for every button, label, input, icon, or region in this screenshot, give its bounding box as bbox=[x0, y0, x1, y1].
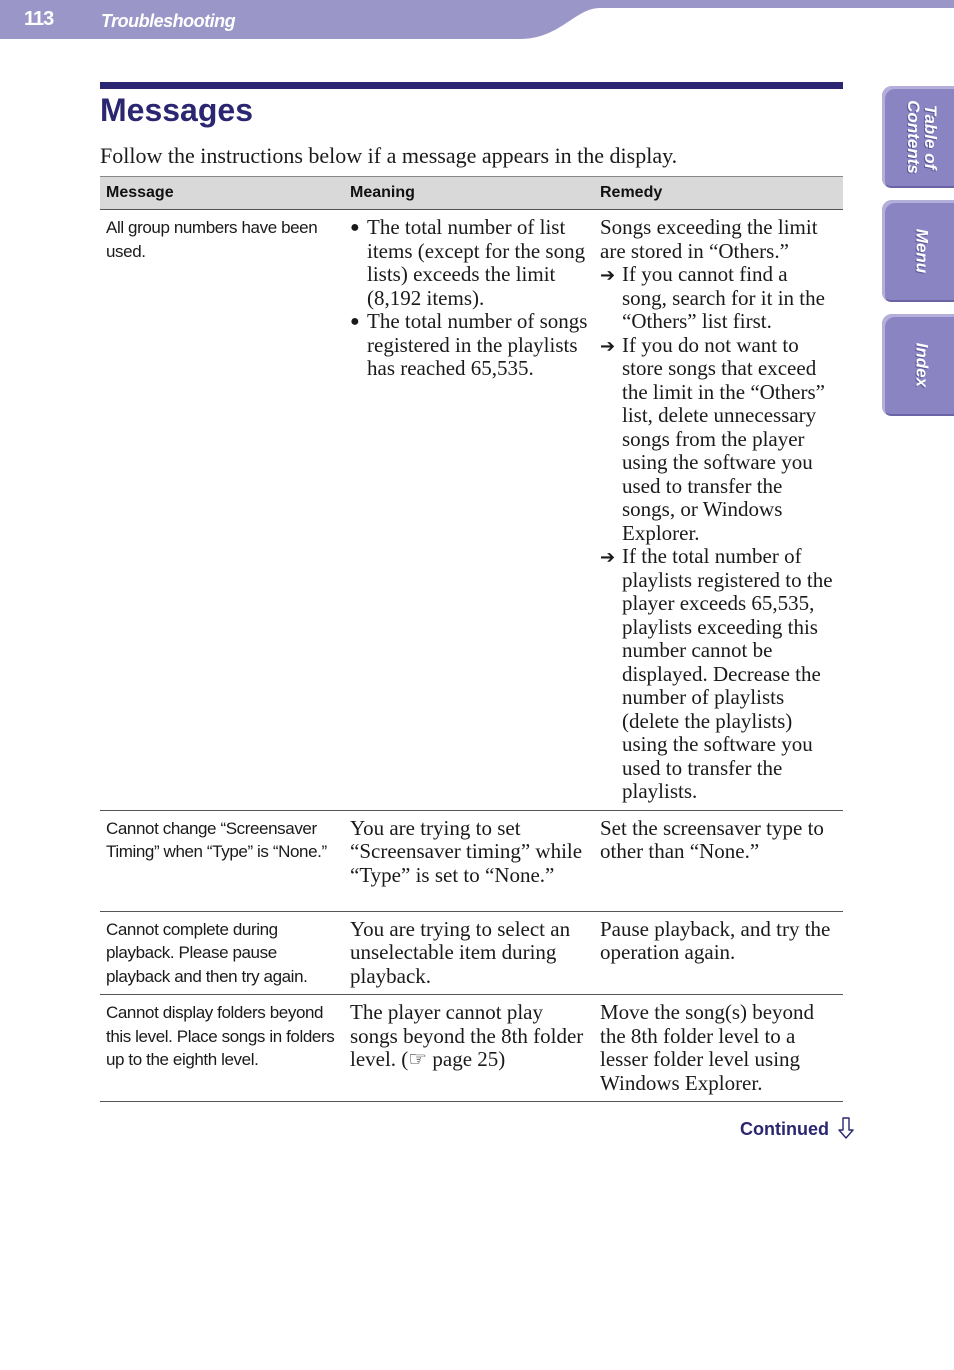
arrow-down-icon bbox=[838, 1117, 854, 1139]
list-item bbox=[350, 310, 588, 381]
remedy-cell: Move the song(s) beyond the 8th folder level to a lesser folder level using Windows Explorer. bbox=[594, 995, 843, 1102]
table-row bbox=[100, 911, 843, 995]
column-header-meaning: Meaning bbox=[344, 177, 594, 210]
message-cell: All group numbers have been used. bbox=[100, 210, 344, 811]
meaning-cell: You are trying to set “Screensaver timing” while “Type” is set to “None.” bbox=[344, 810, 594, 911]
column-header-message: Message bbox=[100, 177, 344, 210]
tab-index[interactable] bbox=[882, 314, 954, 416]
list-item bbox=[600, 263, 837, 334]
arrow-text: If you do not want to store songs that exceed the limit in the “Others” list, delete unnecessary songs from the player using the software you used to transfer the songs, or Windows Explorer. bbox=[622, 332, 825, 545]
list-item bbox=[600, 545, 837, 804]
continued-label: Continued bbox=[740, 1119, 829, 1139]
meaning-cell: The player cannot play songs beyond the 8th folder level. (☞ page 25) bbox=[344, 995, 594, 1102]
bullet-icon: ● bbox=[350, 313, 360, 330]
bullet-text: The total number of songs registered in the playlists has reached 65,535. bbox=[367, 309, 588, 380]
message-cell: Cannot change “Screensaver Timing” when “Type” is “None.” bbox=[100, 810, 344, 911]
list-item bbox=[350, 216, 588, 310]
title-rule bbox=[100, 82, 843, 89]
bullet-text: The total number of list items (except for the song lists) exceeds the limit (8,192 items). bbox=[367, 215, 586, 310]
table-row bbox=[100, 995, 843, 1102]
message-cell: Cannot display folders beyond this level. Place songs in folders up to the eighth level. bbox=[100, 995, 344, 1102]
remedy-intro: Songs exceeding the limit are stored in “Others.” bbox=[600, 215, 818, 263]
meaning-cell bbox=[344, 210, 594, 811]
table-row bbox=[100, 210, 843, 811]
table-header-row bbox=[100, 177, 843, 210]
tab-menu-label: Menu bbox=[912, 228, 932, 274]
section-title: Troubleshooting bbox=[101, 11, 236, 31]
remedy-arrow-list bbox=[600, 263, 837, 804]
arrow-right-icon: ➔ bbox=[600, 335, 616, 357]
table-row bbox=[100, 810, 843, 911]
page-title: Messages bbox=[100, 92, 253, 128]
tab-table-of-contents-label: Table of Contents bbox=[904, 100, 940, 174]
message-cell: Cannot complete during playback. Please pause playback and then try again. bbox=[100, 911, 344, 995]
arrow-right-icon: ➔ bbox=[600, 547, 616, 568]
bullet-icon: ● bbox=[350, 219, 360, 236]
messages-table bbox=[100, 176, 843, 1102]
continued-link[interactable] bbox=[740, 1117, 854, 1140]
page-number: 113 bbox=[24, 8, 54, 30]
column-header-remedy: Remedy bbox=[594, 177, 843, 210]
remedy-cell: Pause playback, and try the operation again. bbox=[594, 911, 843, 995]
meaning-bullet-list bbox=[350, 216, 588, 381]
tab-index-label: Index bbox=[912, 342, 932, 388]
arrow-text: If you cannot find a song, search for it in the “Others” list first. bbox=[622, 262, 825, 333]
intro-text: Follow the instructions below if a message appears in the display. bbox=[100, 143, 678, 168]
meaning-cell: You are trying to select an unselectable item during playback. bbox=[344, 911, 594, 995]
remedy-cell: Set the screensaver type to other than “None.” bbox=[594, 810, 843, 911]
tab-table-of-contents[interactable] bbox=[882, 86, 954, 188]
arrow-text: If the total number of playlists registered to the player exceeds 65,535, playlists exceeding this number cannot be displayed. Decrease the number of playlists (delete the playlists) using the software you used to transfer the playlists. bbox=[622, 544, 833, 803]
remedy-cell bbox=[594, 210, 843, 811]
arrow-right-icon: ➔ bbox=[600, 265, 616, 286]
header-band bbox=[0, 0, 954, 39]
tab-menu[interactable] bbox=[882, 200, 954, 302]
list-item bbox=[600, 334, 837, 546]
